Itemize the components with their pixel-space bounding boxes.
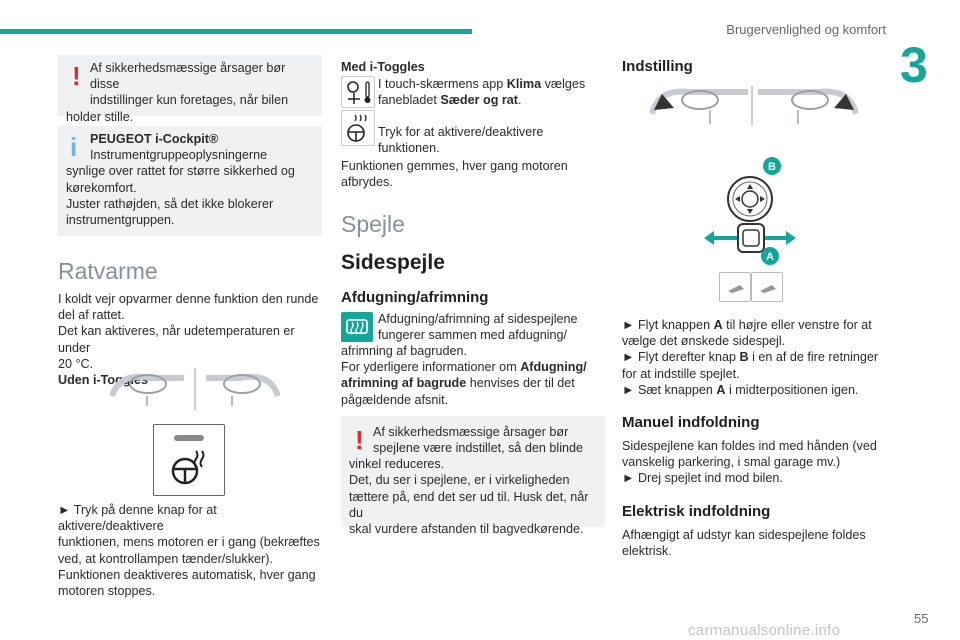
top-accent-bar: [0, 29, 472, 34]
column-2: [341, 59, 605, 537]
defrost-icon-box: [341, 312, 373, 342]
mirror-joystick-icon: [700, 152, 810, 272]
toggle-text: fanebladet Sæder og rat.: [378, 93, 522, 108]
steering-wheel-icon: [112, 375, 184, 406]
mirror-fold-left-button[interactable]: [719, 272, 751, 302]
heated-steering-wheel-button[interactable]: [153, 424, 225, 496]
defrost-icon: [341, 312, 373, 342]
subsection-heading: Sidespejle: [341, 250, 445, 274]
step-text: for at indstille spejlet.: [622, 366, 740, 381]
body-text: Afdugning/afrimning af sidespejlene: [378, 311, 578, 326]
warning-text: tættere på, end det ser ud til. Husk det, når du: [349, 489, 589, 520]
warning-text: Det, du ser i spejlene, er i virkeligheden: [349, 473, 570, 488]
info-mark: i: [70, 132, 78, 162]
steering-wheel-icon: [206, 375, 278, 406]
warning-mark: !: [355, 424, 364, 455]
toggle-text: Tryk for at aktivere/deaktivere funktionen.: [378, 125, 544, 156]
topic-heading: Afdugning/afrimning: [341, 288, 489, 306]
info-text: kørekomfort.: [66, 180, 137, 195]
mirror-fold-icon: [720, 273, 750, 301]
warning-text: Af sikkerhedsmæssige årsager bør: [373, 424, 569, 439]
warning-box-1: [58, 55, 322, 124]
heated-steering-wheel-icon: [154, 425, 224, 495]
topic-heading: Manuel indfoldning: [622, 414, 760, 432]
step-text: ► Sæt knappen A i midterpositionen igen.: [622, 382, 859, 397]
running-header: Brugervenlighed og komfort: [726, 22, 886, 37]
info-title: PEUGEOT i-Cockpit®: [90, 132, 219, 146]
body-text: afbrydes.: [341, 175, 393, 190]
body-text: funktionen, mens motoren er i gang (bekræftes: [58, 535, 320, 550]
body-text: I koldt vejr opvarmer denne funktion den runde: [58, 292, 319, 306]
step-text: vælge det ønskede sidespejl.: [622, 334, 786, 349]
warning-box-2: [341, 416, 605, 537]
subheading: Med i-Toggles: [341, 60, 425, 74]
body-text: Afhængigt af udstyr kan sidespejlene foldes: [622, 527, 866, 542]
body-text: elektrisk.: [622, 543, 672, 558]
topic-heading: Elektrisk indfoldning: [622, 502, 771, 520]
body-text: del af rattet.: [58, 308, 125, 323]
label-b: B: [768, 161, 776, 173]
body-text: afrimning af bagruden.: [341, 344, 468, 359]
info-box-1: [58, 126, 322, 236]
body-text: 20 °C.: [58, 356, 94, 371]
section-heading: Spejle: [341, 210, 405, 237]
toggle-text: I touch-skærmens app Klima vælges: [378, 77, 586, 92]
steering-wheel-illustration: [110, 366, 280, 412]
climate-icon: [342, 77, 374, 107]
info-text: instrumentgruppen.: [66, 213, 175, 228]
label-a: A: [766, 251, 774, 263]
mirror-fold-right-button[interactable]: [751, 272, 783, 302]
warning-text: skal vurdere afstanden til bagvedkørende.: [349, 522, 584, 537]
warning-text: indstillinger kun foretages, når bilen: [90, 93, 289, 108]
topic-heading: Indstilling: [622, 58, 693, 75]
column-3: [622, 317, 892, 559]
subheading: Uden i-Toggles: [58, 373, 149, 388]
body-text: Funktionen deaktiveres automatisk, hver gang: [58, 567, 316, 582]
climate-icon-box: [341, 76, 375, 108]
heated-steering-wheel-icon: [342, 111, 374, 145]
info-text: Juster rathøjden, så det ikke blokerer: [66, 196, 274, 211]
body-text: vanskelig parkering, i smal garage mv.): [622, 455, 841, 470]
chapter-number: 3: [900, 37, 928, 93]
info-text: synlige over rattet for større sikkerhed og: [66, 164, 295, 179]
body-text: ► Tryk på denne knap for at aktivere/deaktivere: [58, 503, 217, 534]
warning-mark: !: [72, 61, 81, 91]
column-1-bottom: [58, 502, 322, 599]
column-1: [58, 55, 322, 388]
warning-text: Af sikkerhedsmæssige årsager bør disse: [90, 61, 286, 92]
body-text: Sidespejlene kan foldes ind med hånden (ved: [622, 439, 877, 454]
watermark: carmanualsonline.info: [688, 622, 841, 639]
body-text: ► Drej spejlet ind mod bilen.: [622, 471, 783, 486]
mirror-illustration: [650, 84, 858, 128]
warning-text: vinkel reduceres.: [349, 457, 445, 472]
mirror-fold-icon: [752, 273, 782, 301]
body-text: afrimning af bagrude henvises der til det: [341, 376, 575, 391]
body-text: pågældende afsnit.: [341, 392, 449, 407]
heated-wheel-toggle-icon-box: [341, 110, 375, 146]
step-text: ► Flyt derefter knap B i en af de fire retninger: [622, 350, 879, 365]
body-text: For yderligere informationer om Afdugning/: [341, 360, 587, 375]
info-text: Instrumentgruppeoplysningerne: [90, 148, 268, 163]
page-number: 55: [914, 611, 929, 626]
body-text: fungerer sammen med afdugning/: [378, 327, 568, 342]
warning-text: holder stille.: [66, 109, 134, 124]
step-text: ► Flyt knappen A til højre eller venstre for at: [622, 318, 872, 332]
body-text: Det kan aktiveres, når udetemperaturen er under: [58, 324, 295, 355]
body-text: motoren stoppes.: [58, 584, 156, 599]
section-heading: Ratvarme: [58, 258, 158, 284]
body-text: Funktionen gemmes, hver gang motoren: [341, 159, 568, 174]
warning-text: spejlene være indstillet, så den blinde: [373, 441, 584, 456]
body-text: ved, at kontrollampen tænder/slukker).: [58, 551, 273, 566]
